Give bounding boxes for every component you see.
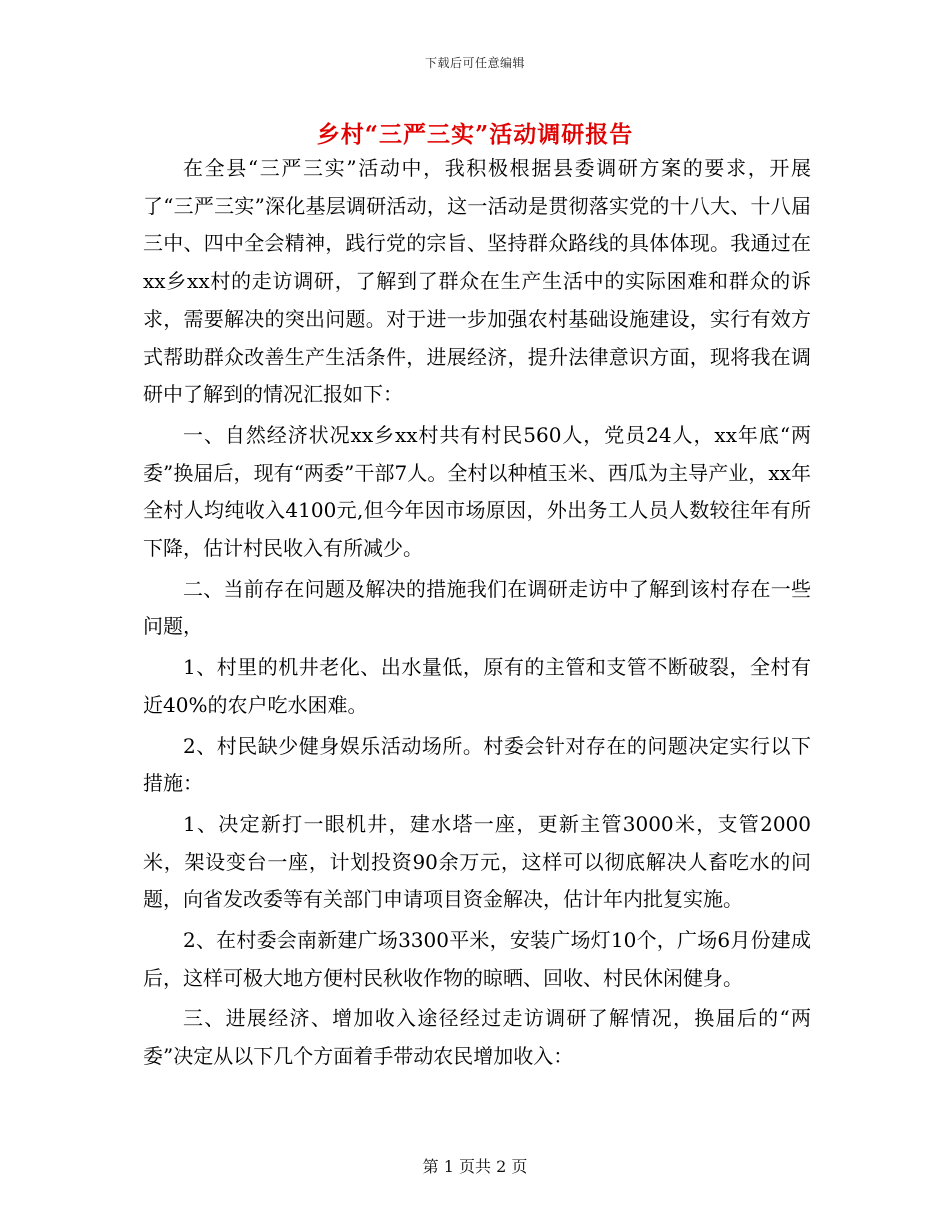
paragraph-section-1: 一、自然经济状况xx乡xx村共有村民560人，党员24人，xx年底“两委”换届后，现有“两委”干部7人。全村以种植玉米、西瓜为主导产业，xx年全村人均纯收入4100元,但今年因市场原因，外出务工人员人数较往年有所下降，估计村民收入有所减少。 xyxy=(143,422,811,561)
paragraph-intro: 在全县“三严三实”活动中，我积极根据县委调研方案的要求，开展了“三严三实”深化基层调研活动，这一活动是贯彻落实党的十八大、十八届三中、四中全会精神，践行党的宗旨、坚持群众路线的具体体现。我通过在xx乡xx村的走访调研，了解到了群众在生产生活中的实际困难和群众的诉求，需要解决的突出问题。对于进一步加强农村基础设施建设，实行有效方式帮助群众改善生产生活条件，进展经济，提升法律意识方面，现将我在调研中了解到的情况汇报如下： xyxy=(143,156,811,407)
document-body xyxy=(143,150,811,1076)
page-header-note: 下载后可任意编辑 xyxy=(424,56,525,70)
paragraph-section-2: 二、当前存在问题及解决的措施我们在调研走访中了解到该村存在一些问题， xyxy=(143,576,811,639)
paragraph-measure-1: 1、决定新打一眼机井，建水塔一座，更新主管3000米，支管2000米，架设变台一座，计划投资90余万元，这样可以彻底解决人畜吃水的问题，向省发改委等有关部门申请项目资金解决，估计年内批复实施。 xyxy=(143,811,811,912)
document-title: 乡村“三严三实”活动调研报告 xyxy=(316,121,634,148)
paragraph-measure-2: 2、在村委会南新建广场3300平米，安装广场灯10个，广场6月份建成后，这样可极大地方便村民秋收作物的晾晒、回收、村民休闲健身。 xyxy=(143,928,811,990)
paragraph-section-3: 三、进展经济、增加收入途径经过走访调研了解情况，换届后的“两委”决定从以下几个方面着手带动农民增加收入： xyxy=(143,1006,811,1069)
paragraph-problem-2: 2、村民缺少健身娱乐活动场所。村委会针对存在的问题决定实行以下措施： xyxy=(143,733,811,796)
paragraph-problem-1: 1、村里的机井老化、出水量低，原有的主管和支管不断破裂，全村有近40%的农户吃水困难。 xyxy=(143,655,811,717)
page-footer-number: 第 1 页共 2 页 xyxy=(422,1157,528,1176)
